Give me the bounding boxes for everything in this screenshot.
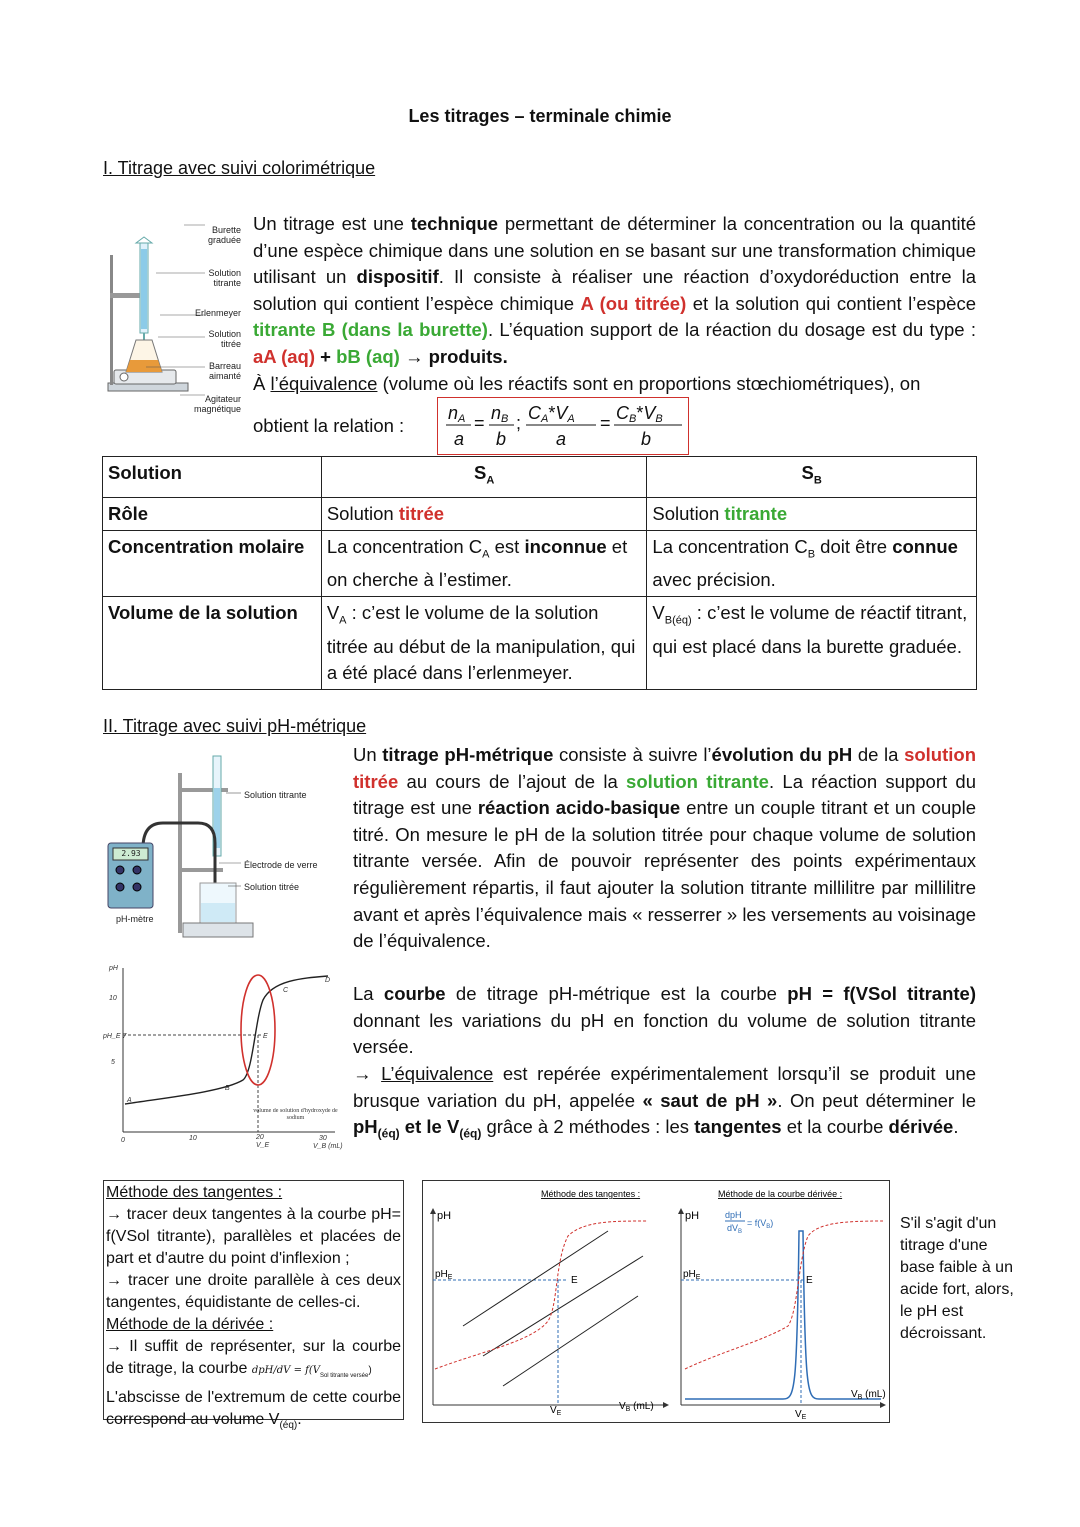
svg-text:dpH: dpH: [725, 1210, 742, 1220]
section1-paragraph: Un titrage est une technique permettant de déterminer la concentration ou la quantité d’une espèce chimique dans une solution en se basant sur une transformation chimique utilisant un dispositif. Il consiste à réaliser une réaction d’oxydoréduction entre la solution qui contient l’espèce chimique A (ou titrée) et la solution qui contient l’espèce titrante B (dans la burette). L’équation support de la réaction du dosage est du type : aA (aq) + bB (aq) → produits.: [253, 213, 977, 367]
svg-text:Méthode des tangentes :: Méthode des tangentes :: [541, 1189, 641, 1199]
table-cell: Volume de la solution: [103, 597, 322, 690]
svg-text:dVB: $dV_B$: [727, 1223, 743, 1235]
table-row: [103, 530, 977, 597]
svg-text:=: =: [474, 413, 485, 433]
titration-curve: [103, 960, 343, 1160]
svg-text:VB (mL): $V_B$ (mL): [851, 1389, 886, 1401]
table-cell: $V_A$ : c’est le volume de la solution titrée au début de la manipulation, qui a été placé dans l’erlenmeyer.: [321, 597, 647, 690]
svg-text:VE: $V_E$: [550, 1405, 562, 1417]
table-row: [103, 597, 977, 690]
table-cell: $V_{B(éq)}$ : c’est le volume de réactif titrant, qui est placé dans la burette graduée.: [647, 597, 977, 690]
svg-text:C: C: [283, 987, 289, 994]
svg-text:;: ;: [516, 413, 522, 433]
table-header-solution: Solution: [103, 457, 322, 498]
table-cell: Solution titrante: [647, 497, 977, 530]
svg-text:30: 30: [319, 1135, 327, 1142]
svg-text:E: E: [806, 1275, 813, 1286]
svg-text:a: a: [454, 429, 465, 449]
der-method-title: Méthode de la dérivée :: [106, 1316, 274, 1333]
label-agitateur: Agitateur magnétique: [193, 394, 241, 414]
svg-text:10: 10: [109, 995, 117, 1002]
page-title: Les titrages – terminale chimie: [408, 106, 672, 126]
svg-text:pHE: $pH_E$: [683, 1269, 701, 1281]
section2-heading: II. Titrage avec suivi pH-métrique: [103, 716, 367, 736]
table-cell: Concentration molaire: [103, 530, 322, 597]
relation-formula: [437, 397, 689, 455]
svg-text:b: b: [641, 429, 652, 449]
svg-text:nB: nB: [491, 403, 509, 425]
table-cell: Solution titrée: [321, 497, 647, 530]
label-solution-titree: Solution titrée: [208, 329, 241, 349]
svg-text:VB (mL): $V_B$ (mL): [619, 1401, 654, 1413]
curve-paragraph: La courbe de titrage pH-métrique est la courbe pH = f(VSol titrante) donnant les variations du pH en fonction du volume de solution titrante versée.: [353, 983, 977, 1058]
derivative-graph: [681, 1189, 886, 1421]
svg-text:b: b: [496, 429, 507, 449]
phmeter-display: 2.93: [121, 849, 141, 858]
method-graphs: [422, 1180, 890, 1423]
svg-text:20: 20: [256, 1134, 264, 1141]
der-step-1: → Il suffit de représenter, sur la courbe de titrage, la courbe $dpH/dV = f(V_{Sol titrante versée})$: [106, 1338, 401, 1380]
svg-text:nA: nA: [448, 403, 466, 425]
table-header-sb: $S_B$: [647, 457, 977, 498]
section1-heading: I. Titrage avec suivi colorimétrique: [103, 158, 376, 178]
table-header-sa: $S_A$: [321, 457, 647, 498]
svg-text:E: E: [263, 1033, 268, 1040]
svg-text:CB*VB: CB*VB: [616, 403, 663, 425]
table-row: [103, 497, 977, 530]
tan-step-1: → tracer deux tangentes à la courbe pH= f(VSol titrante), parallèles et placées de part et d'autre du point d'inflexion ;: [106, 1206, 401, 1267]
label-barreau: Barreau aimanté: [208, 361, 241, 381]
svg-text:pHE: $pH_E$: [435, 1269, 453, 1281]
table-cell: La concentration $C_B$ doit être connue avec précision.: [647, 530, 977, 597]
svg-text:D: D: [325, 977, 331, 984]
label-solution-titrante: Solution titrante: [208, 268, 241, 288]
label-solution-titrante-2: Solution titrante: [244, 790, 307, 800]
svg-text:pH: pH: [437, 1210, 452, 1222]
svg-text:E: E: [571, 1275, 578, 1286]
table-row: [103, 457, 977, 498]
svg-text:B: B: [225, 1085, 230, 1092]
relation-intro: obtient la relation :: [253, 415, 405, 436]
svg-text:10: 10: [189, 1135, 197, 1142]
tan-method-title: Méthode des tangentes :: [106, 1184, 283, 1201]
side-note: S'il s'agit d'un titrage d'une base faible à un acide fort, alors, le pH est décroissant.: [900, 1215, 1014, 1342]
svg-text:pH: pH: [685, 1210, 700, 1222]
svg-text:V_B (mL): V_B (mL): [313, 1143, 343, 1150]
svg-text:=: =: [600, 413, 611, 433]
svg-text:0: 0: [121, 1137, 125, 1144]
label-burette: Burette graduée: [207, 225, 241, 245]
svg-text:a: a: [556, 429, 567, 449]
tangent-graph: [433, 1189, 668, 1417]
table-cell: La concentration $C_A$ est inconnue et on cherche à l’estimer.: [321, 530, 647, 597]
equivalence-line: À l’équivalence (volume où les réactifs sont en proportions stœchiométriques), on: [253, 373, 921, 394]
curve-x-description: volume de solution d'hydroxyde de sodium: [253, 1108, 338, 1121]
solutions-table: [102, 456, 977, 690]
svg-text:VE: $V_E$: [795, 1409, 807, 1421]
svg-text:CA*VA: CA*VA: [528, 403, 575, 425]
svg-text:pH_E 7: pH_E 7: [103, 1033, 127, 1040]
svg-text:Méthode de la courbe dérivée :: Méthode de la courbe dérivée :: [718, 1189, 843, 1199]
methods-box: [103, 1180, 404, 1432]
der-step-2: L'abscisse de l'extremum de cette courbe correspond au volume $V_{(éq)}$.: [106, 1389, 401, 1432]
table-cell: Rôle: [103, 497, 322, 530]
equivalence-paragraph: → L’équivalence est repérée expérimentalement lorsqu’il se produit une brusque variation du pH, appelée « saut de pH ». On peut déterminer le $pH_{(éq)}$ et le $V_{(éq)}$ grâce à 2 méthodes : les tangentes et la courbe dérivée.: [353, 1063, 977, 1141]
label-phmetre: pH-mètre: [116, 914, 154, 924]
section2-paragraph: Un titrage pH-métrique consiste à suivre l’évolution du pH de la solution titrée au cours de l’ajout de la solution titrante. La réaction support du titrage est une réaction acido-basique entre un couple titrant et un couple titré. On mesure le pH de la solution titrée pour chaque volume de solution titrante versée. Afin de pouvoir représenter des points expérimentaux régulièrement répartis, il faut ajouter la solution titrante millilitre par millilitre avant et après l’équivalence mais « resserrer » les versements au voisinage de l’équivalence.: [353, 744, 976, 952]
tan-step-2: → tracer une droite parallèle à ces deux tangentes, équidistante de celles-ci.: [106, 1272, 401, 1311]
label-electrode: Électrode de verre: [244, 860, 318, 870]
svg-text:A: A: [127, 1097, 132, 1104]
curve-ph-label: pH: [109, 965, 118, 972]
svg-text:V_E: V_E: [256, 1142, 270, 1149]
label-erlenmeyer: Erlenmeyer: [194, 308, 241, 318]
svg-text:= f(VB): = $f(V_B)$: [747, 1218, 774, 1230]
label-solution-titree-2: Solution titrée: [244, 882, 300, 892]
svg-text:5: 5: [111, 1059, 115, 1066]
